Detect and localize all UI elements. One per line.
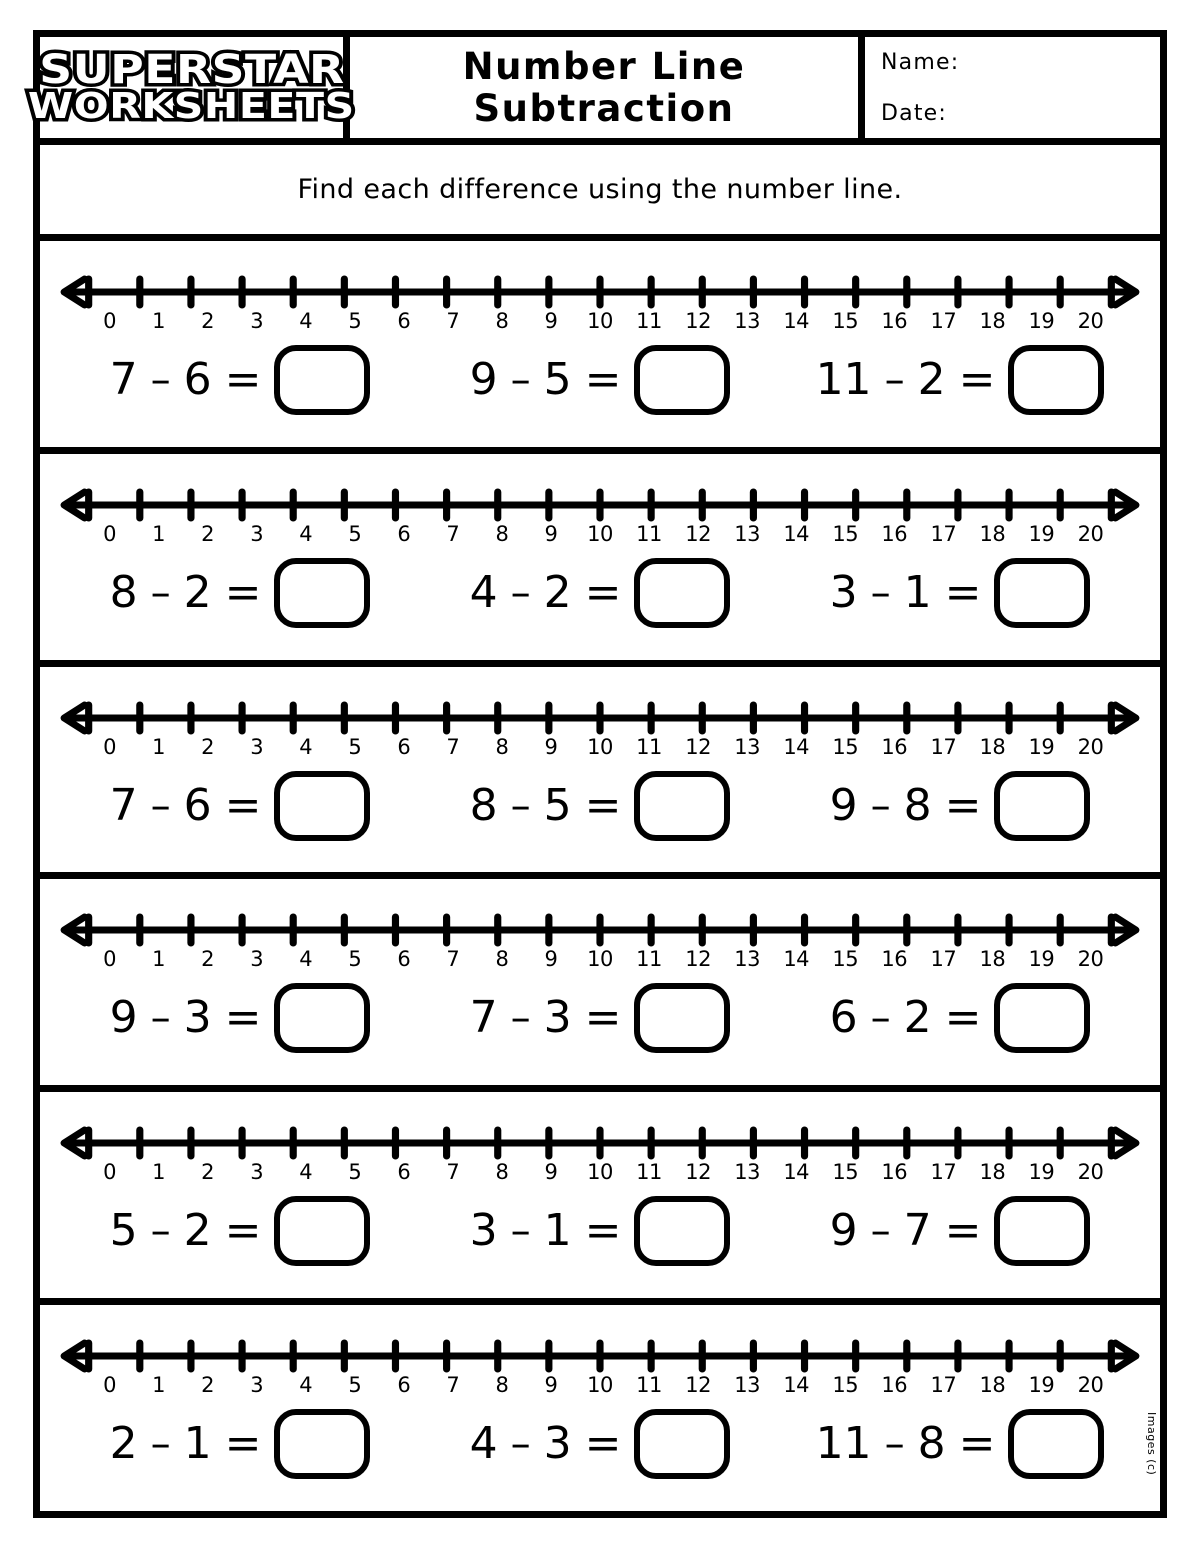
tick-label: 9 <box>544 1373 558 1398</box>
tick-label: 1 <box>152 947 165 972</box>
tick-label: 3 <box>250 1373 264 1398</box>
tick-label: 12 <box>685 521 711 546</box>
tick-label: 10 <box>587 947 613 972</box>
tick-label: 12 <box>685 1160 711 1185</box>
minuend: 7 <box>109 779 138 831</box>
minus-operator: – <box>150 1421 171 1468</box>
subtraction-problem <box>420 771 780 841</box>
minus-operator: – <box>510 1208 531 1255</box>
equation-row <box>54 558 1146 628</box>
answer-box[interactable] <box>274 1196 370 1266</box>
tick-label: 8 <box>495 308 509 333</box>
tick-label: 10 <box>587 308 613 333</box>
minus-operator: – <box>884 1421 905 1468</box>
equals-sign: = <box>224 992 262 1044</box>
equals-sign: = <box>224 353 262 405</box>
equals-sign: = <box>958 353 996 405</box>
subtraction-problem <box>60 1196 420 1266</box>
minuend: 9 <box>829 779 858 831</box>
tick-label: 20 <box>1077 1160 1104 1185</box>
tick-label: 8 <box>495 947 509 972</box>
answer-box[interactable] <box>994 983 1090 1053</box>
equals-sign: = <box>224 779 262 831</box>
page-title <box>350 37 865 138</box>
minuend: 11 <box>815 1418 872 1470</box>
tick-label: 8 <box>495 1160 509 1185</box>
tick-label: 4 <box>299 947 313 972</box>
tick-label: 18 <box>979 734 1006 759</box>
answer-box[interactable] <box>634 558 730 628</box>
tick-label: 12 <box>685 308 711 333</box>
equation-row <box>54 983 1146 1053</box>
tick-label: 0 <box>103 521 116 546</box>
subtrahend: 2 <box>543 566 572 618</box>
minuend: 9 <box>109 992 138 1044</box>
tick-label: 5 <box>348 521 362 546</box>
minus-operator: – <box>150 356 171 403</box>
tick-label: 5 <box>348 1373 362 1398</box>
minus-operator: – <box>510 995 531 1042</box>
tick-label: 19 <box>1028 734 1055 759</box>
number-line <box>58 273 1142 333</box>
tick-label: 5 <box>348 947 362 972</box>
subtraction-problem <box>420 1196 780 1266</box>
subtraction-problem <box>60 983 420 1053</box>
minuend: 2 <box>109 1418 138 1470</box>
tick-label: 6 <box>397 947 411 972</box>
minuend: 3 <box>469 1205 498 1257</box>
minuend: 9 <box>829 1205 858 1257</box>
subtraction-problem <box>60 345 420 415</box>
credit-text: Images (c) <box>1145 1411 1158 1475</box>
answer-box[interactable] <box>274 771 370 841</box>
equals-sign: = <box>584 353 622 405</box>
equals-sign: = <box>584 779 622 831</box>
subtrahend: 3 <box>543 1418 572 1470</box>
tick-label: 10 <box>587 521 613 546</box>
minuend: 7 <box>469 992 498 1044</box>
equation-row <box>54 345 1146 415</box>
name-label: Name: <box>881 49 960 75</box>
tick-label: 13 <box>734 734 760 759</box>
tick-label: 14 <box>783 734 810 759</box>
minus-operator: – <box>884 356 905 403</box>
number-line-tick-labels <box>58 948 1142 972</box>
tick-label: 2 <box>201 1160 215 1185</box>
subtrahend: 2 <box>903 992 932 1044</box>
subtraction-problem <box>420 345 780 415</box>
subtrahend: 6 <box>183 779 212 831</box>
answer-box[interactable] <box>274 983 370 1053</box>
minus-operator: – <box>510 782 531 829</box>
tick-label: 6 <box>397 1373 411 1398</box>
equals-sign: = <box>584 1205 622 1257</box>
equals-sign: = <box>584 1418 622 1470</box>
logo-text <box>28 46 355 128</box>
equals-sign: = <box>944 566 982 618</box>
tick-label: 13 <box>734 947 760 972</box>
instruction-bar <box>40 145 1160 241</box>
tick-label: 6 <box>397 521 411 546</box>
number-line-tick-labels <box>58 1374 1142 1398</box>
number-line-tick-labels <box>58 736 1142 760</box>
tick-label: 11 <box>636 1160 662 1185</box>
tick-label: 7 <box>446 521 460 546</box>
problem-row <box>40 454 1160 667</box>
minus-operator: – <box>150 995 171 1042</box>
tick-label: 15 <box>832 1160 859 1185</box>
subtrahend: 2 <box>183 1205 212 1257</box>
tick-label: 17 <box>930 1373 957 1398</box>
tick-label: 0 <box>103 1160 116 1185</box>
tick-label: 13 <box>734 1373 760 1398</box>
tick-label: 9 <box>544 308 558 333</box>
tick-label: 8 <box>495 734 509 759</box>
subtraction-problem <box>780 345 1140 415</box>
equation-row <box>54 1196 1146 1266</box>
tick-label: 16 <box>881 521 908 546</box>
tick-label: 11 <box>636 947 662 972</box>
tick-label: 7 <box>446 947 460 972</box>
subtrahend: 2 <box>917 353 946 405</box>
answer-box[interactable] <box>634 983 730 1053</box>
instruction-text: Find each difference using the number line. <box>297 174 903 205</box>
tick-label: 17 <box>930 734 957 759</box>
subtraction-problem <box>780 558 1140 628</box>
tick-label: 6 <box>397 734 411 759</box>
tick-label: 7 <box>446 734 460 759</box>
answer-box[interactable] <box>994 558 1090 628</box>
tick-label: 2 <box>201 734 215 759</box>
tick-label: 15 <box>832 734 859 759</box>
number-line <box>58 911 1142 971</box>
tick-label: 18 <box>979 521 1006 546</box>
subtraction-problem <box>780 1196 1140 1266</box>
minus-operator: – <box>150 569 171 616</box>
date-label: Date: <box>881 100 947 126</box>
tick-label: 18 <box>979 947 1006 972</box>
equals-sign: = <box>224 1205 262 1257</box>
tick-label: 16 <box>881 947 908 972</box>
equals-sign: = <box>584 992 622 1044</box>
tick-label: 13 <box>734 521 760 546</box>
tick-label: 19 <box>1028 308 1055 333</box>
equals-sign: = <box>584 566 622 618</box>
tick-label: 15 <box>832 947 859 972</box>
subtrahend: 5 <box>543 353 572 405</box>
worksheet-header <box>28 37 1160 145</box>
tick-label: 13 <box>734 308 760 333</box>
tick-label: 5 <box>348 308 362 333</box>
tick-label: 3 <box>250 947 264 972</box>
tick-label: 17 <box>930 308 957 333</box>
tick-label: 16 <box>881 1160 908 1185</box>
subtrahend: 8 <box>917 1418 946 1470</box>
tick-label: 18 <box>979 308 1006 333</box>
tick-label: 18 <box>979 1160 1006 1185</box>
tick-label: 19 <box>1028 947 1055 972</box>
tick-label: 16 <box>881 1373 908 1398</box>
tick-label: 4 <box>299 1373 313 1398</box>
tick-label: 18 <box>979 1373 1006 1398</box>
answer-box[interactable] <box>994 1196 1090 1266</box>
minuend: 4 <box>469 566 498 618</box>
tick-label: 14 <box>783 947 810 972</box>
subtrahend: 5 <box>543 779 572 831</box>
logo-line-superstar: SUPERSTAR <box>38 46 345 93</box>
answer-box[interactable] <box>1008 345 1104 415</box>
number-line-tick-labels <box>58 1161 1142 1185</box>
tick-label: 4 <box>299 1160 313 1185</box>
tick-label: 4 <box>299 734 313 759</box>
subtraction-problem <box>420 558 780 628</box>
minuend: 5 <box>109 1205 138 1257</box>
subtrahend: 1 <box>903 566 932 618</box>
problem-row <box>40 1092 1160 1305</box>
tick-label: 7 <box>446 1373 460 1398</box>
tick-label: 2 <box>201 308 215 333</box>
tick-label: 9 <box>544 947 558 972</box>
subtraction-problem <box>60 1409 420 1479</box>
tick-label: 2 <box>201 947 215 972</box>
tick-label: 1 <box>152 734 165 759</box>
tick-label: 20 <box>1077 1373 1104 1398</box>
tick-label: 3 <box>250 734 264 759</box>
tick-label: 20 <box>1077 734 1104 759</box>
tick-label: 19 <box>1028 521 1055 546</box>
problem-row <box>40 241 1160 454</box>
subtraction-problem <box>60 771 420 841</box>
equals-sign: = <box>958 1418 996 1470</box>
tick-label: 6 <box>397 1160 411 1185</box>
tick-label: 4 <box>299 308 313 333</box>
tick-label: 15 <box>832 308 859 333</box>
number-line <box>58 486 1142 546</box>
tick-label: 13 <box>734 1160 760 1185</box>
tick-label: 3 <box>250 521 264 546</box>
minus-operator: – <box>870 569 891 616</box>
tick-label: 2 <box>201 1373 215 1398</box>
tick-label: 20 <box>1077 947 1104 972</box>
minuend: 11 <box>815 353 872 405</box>
tick-label: 16 <box>881 734 908 759</box>
subtrahend: 8 <box>903 779 932 831</box>
tick-label: 17 <box>930 521 957 546</box>
equals-sign: = <box>944 779 982 831</box>
problem-rows <box>40 241 1160 1511</box>
minuend: 4 <box>469 1418 498 1470</box>
tick-label: 14 <box>783 308 810 333</box>
tick-label: 9 <box>544 1160 558 1185</box>
minus-operator: – <box>870 782 891 829</box>
tick-label: 8 <box>495 1373 509 1398</box>
tick-label: 10 <box>587 734 613 759</box>
brand-logo <box>28 37 355 138</box>
name-date-block <box>865 37 1160 138</box>
tick-label: 5 <box>348 1160 362 1185</box>
subtraction-problem <box>60 558 420 628</box>
tick-label: 12 <box>685 1373 711 1398</box>
number-line-tick-labels <box>58 523 1142 547</box>
number-line <box>58 699 1142 759</box>
answer-box[interactable] <box>274 558 370 628</box>
tick-label: 20 <box>1077 308 1104 333</box>
logo-line-worksheets: WORKSHEETS <box>28 86 355 128</box>
tick-label: 14 <box>783 521 810 546</box>
problem-row <box>40 1305 1160 1511</box>
equation-row <box>54 1409 1146 1479</box>
tick-label: 0 <box>103 1373 116 1398</box>
minus-operator: – <box>870 1208 891 1255</box>
subtraction-problem <box>780 771 1140 841</box>
tick-label: 5 <box>348 734 362 759</box>
tick-label: 7 <box>446 308 460 333</box>
minus-operator: – <box>150 782 171 829</box>
minus-operator: – <box>510 1421 531 1468</box>
tick-label: 14 <box>783 1160 810 1185</box>
tick-label: 20 <box>1077 521 1104 546</box>
answer-box[interactable] <box>274 1409 370 1479</box>
subtrahend: 2 <box>183 566 212 618</box>
equals-sign: = <box>944 992 982 1044</box>
tick-label: 10 <box>587 1160 613 1185</box>
minus-operator: – <box>150 1208 171 1255</box>
tick-label: 0 <box>103 308 116 333</box>
tick-label: 8 <box>495 521 509 546</box>
tick-label: 19 <box>1028 1373 1055 1398</box>
equation-row <box>54 771 1146 841</box>
subtraction-problem <box>780 983 1140 1053</box>
tick-label: 4 <box>299 521 313 546</box>
equals-sign: = <box>224 1418 262 1470</box>
tick-label: 3 <box>250 308 264 333</box>
answer-box[interactable] <box>1008 1409 1104 1479</box>
subtraction-problem <box>420 1409 780 1479</box>
tick-label: 9 <box>544 734 558 759</box>
tick-label: 17 <box>930 1160 957 1185</box>
tick-label: 11 <box>636 1373 662 1398</box>
subtrahend: 7 <box>903 1205 932 1257</box>
tick-label: 3 <box>250 1160 264 1185</box>
answer-box[interactable] <box>634 1409 730 1479</box>
tick-label: 9 <box>544 521 558 546</box>
tick-label: 11 <box>636 734 662 759</box>
tick-label: 11 <box>636 308 662 333</box>
minuend: 3 <box>829 566 858 618</box>
subtrahend: 3 <box>183 992 212 1044</box>
equals-sign: = <box>944 1205 982 1257</box>
tick-label: 15 <box>832 521 859 546</box>
tick-label: 16 <box>881 308 908 333</box>
answer-box[interactable] <box>634 1196 730 1266</box>
tick-label: 1 <box>152 521 165 546</box>
equals-sign: = <box>224 566 262 618</box>
number-line <box>58 1337 1142 1397</box>
minuend: 8 <box>469 779 498 831</box>
tick-label: 12 <box>685 734 711 759</box>
subtraction-problem <box>420 983 780 1053</box>
tick-label: 10 <box>587 1373 613 1398</box>
tick-label: 11 <box>636 521 662 546</box>
subtrahend: 3 <box>543 992 572 1044</box>
minuend: 7 <box>109 353 138 405</box>
tick-label: 12 <box>685 947 711 972</box>
answer-box[interactable] <box>994 771 1090 841</box>
minuend: 9 <box>469 353 498 405</box>
minus-operator: – <box>510 569 531 616</box>
subtraction-problem <box>780 1409 1140 1479</box>
tick-label: 2 <box>201 521 215 546</box>
tick-label: 15 <box>832 1373 859 1398</box>
answer-box[interactable] <box>274 345 370 415</box>
tick-label: 6 <box>397 308 411 333</box>
tick-label: 1 <box>152 1160 165 1185</box>
tick-label: 14 <box>783 1373 810 1398</box>
tick-label: 7 <box>446 1160 460 1185</box>
subtrahend: 1 <box>183 1418 212 1470</box>
tick-label: 1 <box>152 308 165 333</box>
tick-label: 0 <box>103 734 116 759</box>
problem-row <box>40 879 1160 1092</box>
subtrahend: 1 <box>543 1205 572 1257</box>
worksheet-sheet <box>28 30 1167 1518</box>
answer-box[interactable] <box>634 771 730 841</box>
tick-label: 0 <box>103 947 116 972</box>
tick-label: 17 <box>930 947 957 972</box>
minuend: 6 <box>829 992 858 1044</box>
minus-operator: – <box>510 356 531 403</box>
number-line <box>58 1124 1142 1184</box>
problem-row <box>40 667 1160 880</box>
minus-operator: – <box>870 995 891 1042</box>
number-line-tick-labels <box>58 310 1142 334</box>
tick-label: 19 <box>1028 1160 1055 1185</box>
page-title-line1: Number Line <box>462 45 746 89</box>
minuend: 8 <box>109 566 138 618</box>
page-title-line2: Subtraction <box>473 86 735 130</box>
answer-box[interactable] <box>634 345 730 415</box>
subtrahend: 6 <box>183 353 212 405</box>
tick-label: 1 <box>152 1373 165 1398</box>
